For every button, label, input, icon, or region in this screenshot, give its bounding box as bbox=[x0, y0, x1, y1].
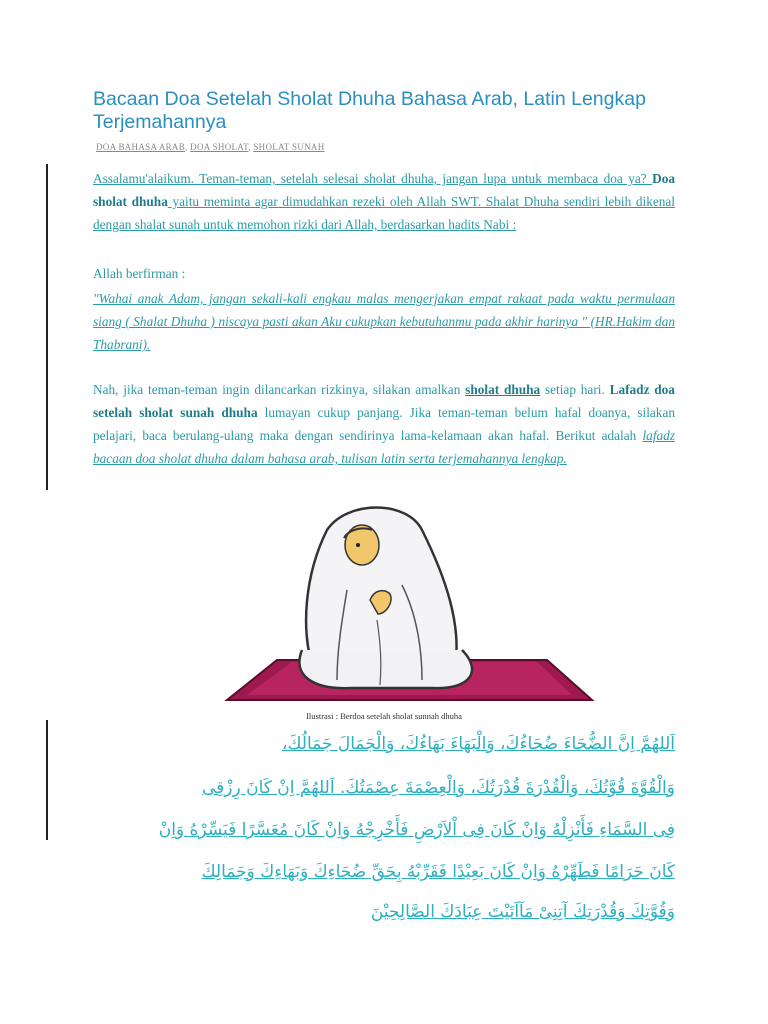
intro-text-2: yaitu meminta agar dimudahkan rezeki oleh Allah SWT. Shalat Dhuha sendiri lebih dikenal dengan shalat sunah untuk memohon rizki dari Allah, berdasarkan hadits Nabi : bbox=[93, 194, 675, 232]
image-caption: Ilustrasi : Berdoa setelah sholat sunnah dhuha bbox=[306, 711, 462, 721]
arabic-line: كَانَ حَرَامًا فَطَهِّرْهُ وَاِنْ كَانَ بَعِيْدًا فَقَرِّبْهُ بِحَقِّ ضُحَاءِكَ وَبَهَاءِكَ وَجَمَالِكَ bbox=[201, 862, 675, 882]
page-margin-bar bbox=[46, 720, 48, 840]
praying-illustration bbox=[122, 490, 645, 708]
hadith-quote: "Wahai anak Adam, jangan sekali-kali engkau malas mengerjakan empat rakaat pada waktu permulaan siang ( Shalat Dhuha ) niscaya pasti akan Aku cukupkan kebutuhanmu pada akhir harinya " (HR.Hakim dan Thabrani). bbox=[93, 291, 675, 352]
arabic-line: وَالْقُوَّةَ قُوَّتُكَ، وَالْقُدْرَةَ قُدْرَتُكَ، وَالْعِصْمَةَ عِصْمَتُكَ. اَللهُمَّ اِنْ كَانَ رِزْقِى bbox=[202, 778, 675, 798]
p2-text-3: lumayan cukup panjang. Jika teman-teman belum hafal doanya, silakan pelajari, baca berulang-ulang maka dengan sendirinya lama-kelamaan akan hafal. Berikut adalah bbox=[93, 405, 676, 443]
tag-link[interactable]: DOA SHOLAT bbox=[190, 142, 249, 152]
arabic-line: فِى السَّمَاءِ فَأَنْزِلْهُ وَاِنْ كَانَ فِى اْلاَرْضِ فَأَخْرِجْهُ وَاِنْ كَانَ مُعَسَّرًا فَيَسِّرْهُ وَاِنْ bbox=[158, 820, 675, 840]
allah-berfirman: Allah berfirman : bbox=[93, 266, 186, 281]
intro-text: Assalamu'alaikum. Teman-teman, setelah selesai sholat dhuha, jangan lupa untuk membaca doa ya? bbox=[93, 171, 653, 186]
p2-text-2: setiap hari. bbox=[540, 382, 610, 397]
article-title: Bacaan Doa Setelah Sholat Dhuha Bahasa Arab, Latin Lengkap Terjemahannya bbox=[93, 88, 646, 133]
tag-link[interactable]: SHOLAT SUNAH bbox=[253, 142, 325, 152]
tag-list: DOA BAHASA ARAB, DOA SHOLAT, SHOLAT SUNAH bbox=[96, 142, 325, 152]
p2-bold: Lafadz doa setelah sholat sunah dhuha bbox=[93, 382, 675, 420]
arabic-line: اَللهُمَّ اِنَّ الضُّحَاءَ ضُحَاءُكَ، وَالْبَهَاءَ بَهَاءُكَ، وَالْجَمَالَ جَمَالُكَ، bbox=[281, 734, 675, 754]
p2-italic-link[interactable]: lafadz bacaan doa sholat dhuha dalam bahasa arab, tulisan latin serta terjemahannya lengkap. bbox=[93, 428, 675, 466]
intro-paragraph bbox=[93, 167, 675, 236]
page-margin-bar bbox=[46, 164, 48, 490]
intro-bold: Doa sholat dhuha bbox=[93, 171, 675, 209]
arabic-line: وَقُوَّتِكَ وَقُدْرَتِكَ آتِنِىْ مَآاَتَيْتَ عِبَادَكَ الصَّالِحِيْنَ bbox=[370, 902, 675, 922]
sholat-dhuha-link[interactable]: sholat dhuha bbox=[465, 382, 541, 397]
tag-link[interactable]: DOA BAHASA ARAB bbox=[96, 142, 186, 152]
p2-text: Nah, jika teman-teman ingin dilancarkan rizkinya, silakan amalkan bbox=[93, 382, 466, 397]
second-paragraph bbox=[93, 378, 675, 470]
